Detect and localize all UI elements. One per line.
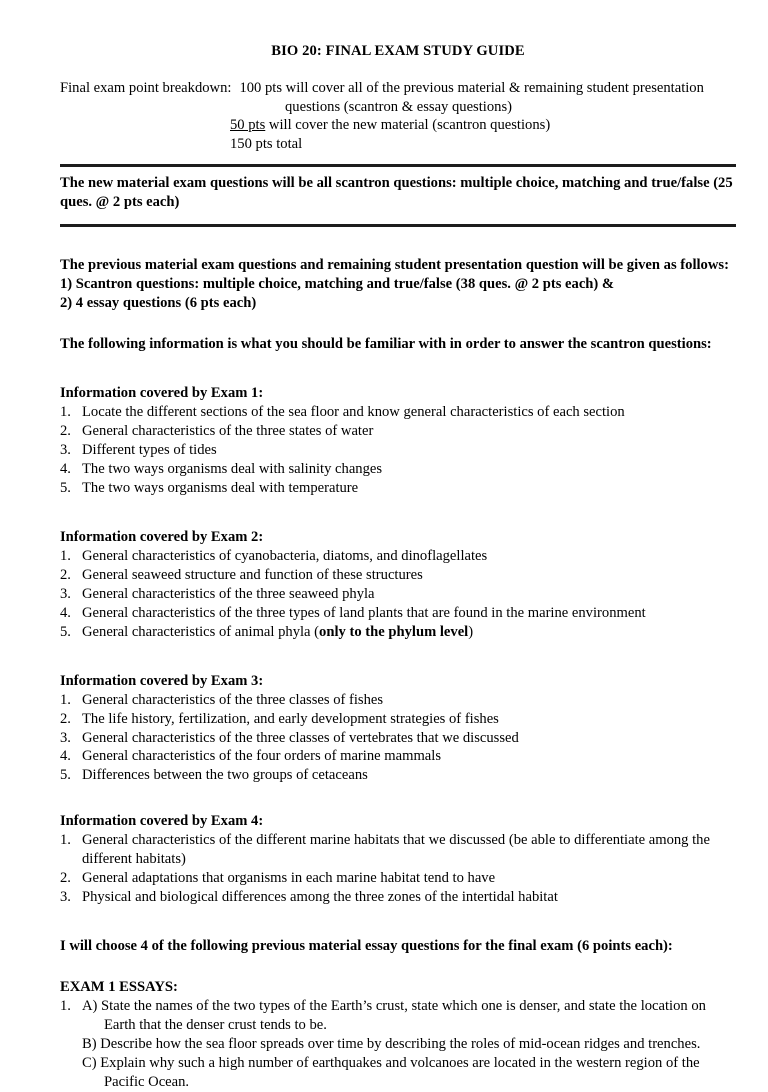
breakdown-line-3-rest: will cover the new material (scantron questions) — [265, 117, 551, 134]
item-text-bold: only to the phylum level — [319, 623, 469, 640]
exam-section-4 — [60, 812, 736, 907]
list-item-text: General adaptations that organisms in each marine habitat tend to have — [82, 870, 496, 887]
essay-part-c-line-2: Pacific Ocean. — [104, 1074, 190, 1091]
list-number: 1. — [60, 691, 71, 708]
exam-4-heading: Information covered by Exam 4: — [60, 813, 264, 830]
previous-material-line-3: 2) 4 essay questions (6 pts each) — [60, 295, 257, 312]
essay-section — [60, 978, 736, 1092]
exam-3-heading: Information covered by Exam 3: — [60, 672, 264, 689]
list-item — [60, 729, 736, 748]
breakdown-line-1 — [60, 79, 736, 98]
list-item-text — [82, 623, 736, 642]
previous-material-line-1: The previous material exam questions and remaining student presentation question will be given as follows: — [60, 257, 729, 274]
list-item-text: Physical and biological differences among the three zones of the intertidal habitat — [82, 889, 558, 906]
breakdown-line-1-text: 100 pts will cover all of the previous material & remaining student presentation — [239, 80, 704, 97]
document-content — [60, 0, 736, 1092]
list-item — [60, 441, 736, 460]
list-item-text: Differences between the two groups of cetaceans — [82, 767, 368, 784]
essay-part-a-line-2: Earth that the denser crust tends to be. — [104, 1017, 327, 1034]
list-number: 2. — [60, 710, 71, 727]
list-item — [60, 888, 736, 907]
breakdown-label: Final exam point breakdown: — [60, 80, 232, 97]
list-item-text: General characteristics of the different marine habitats that we discussed (be able to differentiate among the different habitats) — [82, 832, 710, 868]
list-item-text: The two ways organisms deal with temperature — [82, 479, 359, 496]
list-item — [60, 710, 736, 729]
list-item — [60, 422, 736, 441]
list-number: 5. — [60, 623, 71, 640]
list-number: 3. — [60, 729, 71, 746]
fifty-pts-underlined: 50 pts — [230, 117, 266, 134]
breakdown-line-3 — [60, 116, 736, 135]
exam-section-1 — [60, 384, 736, 498]
list-number: 5. — [60, 767, 71, 784]
previous-material-line-2: 1) Scantron questions: multiple choice, matching and true/false (38 ques. @ 2 pts each) & — [60, 276, 615, 293]
list-item — [60, 869, 736, 888]
list-item-text: General characteristics of the three seaweed phyla — [82, 585, 375, 602]
item-text-pre: General characteristics of animal phyla ( — [82, 623, 320, 640]
list-item — [60, 766, 736, 785]
familiar-note: The following information is what you should be familiar with in order to answer the scantron questions: — [60, 336, 712, 353]
list-item — [60, 604, 736, 623]
list-number: 3. — [60, 889, 71, 906]
exam-1-heading: Information covered by Exam 1: — [60, 384, 264, 401]
list-item — [60, 460, 736, 479]
breakdown-line-2: questions (scantron & essay questions) — [285, 98, 512, 115]
list-item-text: General characteristics of the three states of water — [82, 422, 374, 439]
essay-part-a-line-1: A) State the names of the two types of the Earth’s crust, state which one is denser, and state the location on — [82, 998, 706, 1015]
list-item — [60, 403, 736, 422]
list-number: 3. — [60, 441, 71, 458]
list-number: 4. — [60, 604, 71, 621]
divider-bottom-wrap — [60, 224, 736, 227]
exam-3-list — [60, 691, 736, 786]
list-number: 1. — [60, 547, 71, 564]
list-item — [60, 623, 736, 642]
exam-4-list — [60, 831, 736, 907]
exam-1-list — [60, 403, 736, 498]
list-item — [60, 566, 736, 585]
list-item — [60, 585, 736, 604]
essay-list — [60, 997, 736, 1092]
list-item-text: The life history, fertilization, and early development strategies of fishes — [82, 710, 499, 727]
essay-item — [60, 997, 736, 1092]
list-item-text: Different types of tides — [82, 441, 217, 458]
page-title: BIO 20: FINAL EXAM STUDY GUIDE — [271, 43, 525, 59]
list-item-text: General seaweed structure and function of these structures — [82, 566, 423, 583]
essay-item-number: 1. — [60, 998, 71, 1015]
list-number: 5. — [60, 479, 71, 496]
new-material-paragraph — [60, 167, 736, 212]
list-number: 4. — [60, 460, 71, 477]
list-item — [60, 479, 736, 498]
list-item-text: Locate the different sections of the sea floor and know general characteristics of each section — [82, 403, 625, 420]
new-material-line-1: The new material exam questions will be all scantron questions: multiple choice, matching and true/false (25 — [60, 175, 733, 192]
essay-part-b-line-1: B) Describe how the sea floor spreads over time by describing the roles of mid-ocean ridges and trenches. — [82, 1036, 701, 1053]
list-item — [60, 831, 736, 869]
list-number: 4. — [60, 748, 71, 765]
list-item-text: General characteristics of the three classes of vertebrates that we discussed — [82, 729, 519, 746]
exam-section-3 — [60, 672, 736, 786]
list-number: 2. — [60, 870, 71, 887]
essay-part-c-line-1: C) Explain why such a high number of earthquakes and volcanoes are located in the western region of the — [82, 1055, 700, 1072]
item-text-post: ) — [468, 623, 474, 640]
breakdown-line-4: 150 pts total — [230, 135, 303, 152]
list-item — [60, 547, 736, 566]
new-material-line-2: ques. @ 2 pts each) — [60, 194, 180, 211]
list-number: 3. — [60, 585, 71, 602]
exam-section-2 — [60, 528, 736, 642]
essay-intro: I will choose 4 of the following previous material essay questions for the final exam (6 points each): — [60, 938, 673, 955]
list-item-text: General characteristics of cyanobacteria, diatoms, and dinoflagellates — [82, 547, 488, 564]
essay-section-heading: EXAM 1 ESSAYS: — [60, 979, 178, 996]
list-item-text: The two ways organisms deal with salinity changes — [82, 460, 383, 477]
point-breakdown-block — [60, 79, 736, 153]
exam-2-list — [60, 547, 736, 642]
list-number: 1. — [60, 832, 71, 849]
list-item-text: General characteristics of the four orders of marine mammals — [82, 748, 442, 765]
list-item — [60, 747, 736, 766]
exam-2-heading: Information covered by Exam 2: — [60, 528, 264, 545]
list-number: 1. — [60, 403, 71, 420]
list-item-text: General characteristics of the three types of land plants that are found in the marine environment — [82, 604, 646, 621]
previous-material-paragraph — [60, 256, 736, 313]
list-item-text: General characteristics of the three classes of fishes — [82, 691, 384, 708]
list-number: 2. — [60, 422, 71, 439]
list-number: 2. — [60, 566, 71, 583]
list-item — [60, 691, 736, 710]
horizontal-rule-bottom — [60, 224, 736, 227]
